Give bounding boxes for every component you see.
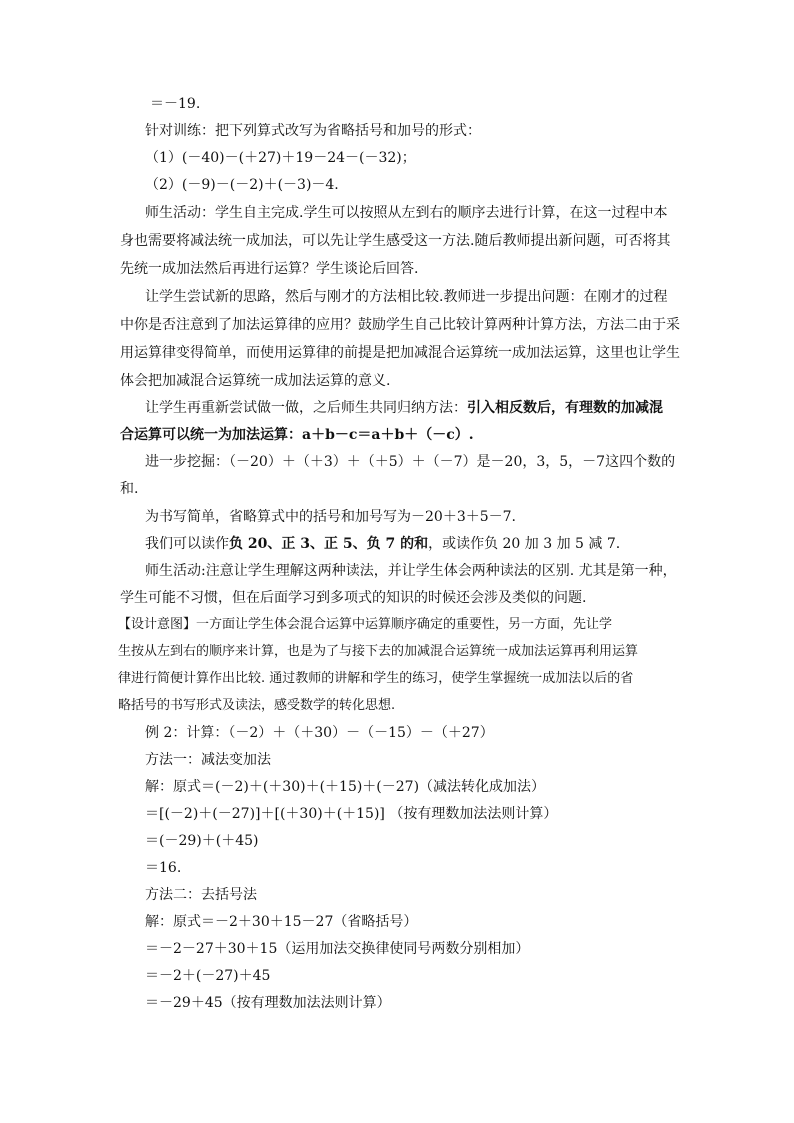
solution-step: ＝－2－27＋30＋15（运用加法交换律使同号两数分别相加） xyxy=(145,941,530,957)
design-intent-line: 律进行简便计算作出比较. 通过教师的讲解和学生的练习，使学生掌握统一成加法以后的省 xyxy=(118,671,634,686)
design-intent-line: 【设计意图】一方面让学生体会混合运算中运算顺序确定的重要性，另一方面，先让学 xyxy=(118,617,613,632)
solution-step: ＝－29＋45（按有理数加法法则计算） xyxy=(145,995,391,1011)
paragraph-line: 让学生尝试新的思路，然后与刚才的方法相比较.教师进一步提出问题：在刚才的过程 xyxy=(145,289,668,305)
method-heading: 方法二：去括号法 xyxy=(145,887,257,903)
bold-formula: 合运算可以统一为加法运算：a＋b－c＝a＋b＋（－c）. xyxy=(120,427,474,443)
paragraph-line: 身也需要将减法统一成加法，可以先让学生感受这一方法.随后教师提出新问题，可否将其 xyxy=(120,233,671,249)
design-intent-line: 略括号的书写形式及读法，感受数学的转化思想. xyxy=(118,698,396,713)
solution-step: ＝(－29)＋(＋45) xyxy=(145,833,259,849)
paragraph-line: 中你是否注意到了加法运算律的应用？鼓励学生自己比较计算两种计算方法，方法二由于采 xyxy=(120,317,680,333)
paragraph-line xyxy=(145,534,620,554)
text-run: ，或读作 xyxy=(428,536,485,552)
paragraph-line: 和. xyxy=(120,481,139,497)
paragraph-line: 学生可能不习惯，但在后面学习到多项式的知识的时候还会涉及类似的问题. xyxy=(120,590,587,606)
text-run: 负 20 加 3 加 5 减 7. xyxy=(484,536,621,552)
solution-step: 解：原式＝(－2)＋(＋30)＋(＋15)＋(－27)（减法转化成加法） xyxy=(145,779,546,795)
solution-step: 解：原式＝－2＋30＋15－27（省略括号） xyxy=(145,914,418,930)
text-line: （2）(－9)－(－2)＋(－3)－4. xyxy=(145,177,339,193)
paragraph-line: 师生活动：学生自主完成.学生可以按照从左到右的顺序去进行计算，在这一过程中本 xyxy=(145,205,668,221)
text-line: 针对训练：把下列算式改写为省略括号和加号的形式： xyxy=(145,123,481,139)
paragraph-line: 先统一成加法然后再进行运算？学生谈论后回答. xyxy=(120,261,419,277)
bold-text: 引入相反数后，有理数的加减混 xyxy=(467,400,663,416)
example-title: 例 2：计算：（－2）＋（＋30）－（－15）－（＋27） xyxy=(145,725,494,741)
paragraph-line: 用运算律变得简单，而使用运算律的前提是把加减混合运算统一成加法运算，这里也让学生 xyxy=(120,345,680,361)
design-intent-line: 生按从左到右的顺序来计算，也是为了与接下去的加减混合运算统一成加法运算再利用运算 xyxy=(118,644,639,659)
paragraph-line: 师生活动:注意让学生理解这两种读法，并让学生体会两种读法的区别. 尤其是第一种， xyxy=(145,563,677,579)
method-heading: 方法一：减法变加法 xyxy=(145,752,271,768)
text-run: 我们可以读作 xyxy=(145,536,229,552)
text-line: （1）(－40)－(＋27)＋19－24－(－32)； xyxy=(145,150,416,166)
solution-step: ＝[(－2)＋(－27)]＋[(＋30)＋(＋15)] （按有理数加法法则计算） xyxy=(145,806,558,822)
paragraph-line xyxy=(145,398,663,418)
bold-text: 负 20、正 3、正 5、负 7 的和 xyxy=(229,536,429,552)
text-run: 让学生再重新尝试做一做，之后师生共同归纳方法： xyxy=(145,400,467,416)
paragraph-line xyxy=(120,425,474,445)
paragraph-line: 为书写简单，省略算式中的括号和加号写为－20＋3＋5－7. xyxy=(145,509,516,525)
paragraph-line: 进一步挖掘：（－20）＋（＋3）＋（＋5）＋（－7）是－20，3，5，－7这四个数的 xyxy=(145,454,676,470)
text-line: ＝－19. xyxy=(150,96,201,112)
solution-step: ＝16. xyxy=(145,860,182,876)
paragraph-line: 体会把加减混合运算统一成加法运算的意义. xyxy=(120,373,391,389)
solution-step: ＝－2＋(－27)＋45 xyxy=(145,968,271,984)
